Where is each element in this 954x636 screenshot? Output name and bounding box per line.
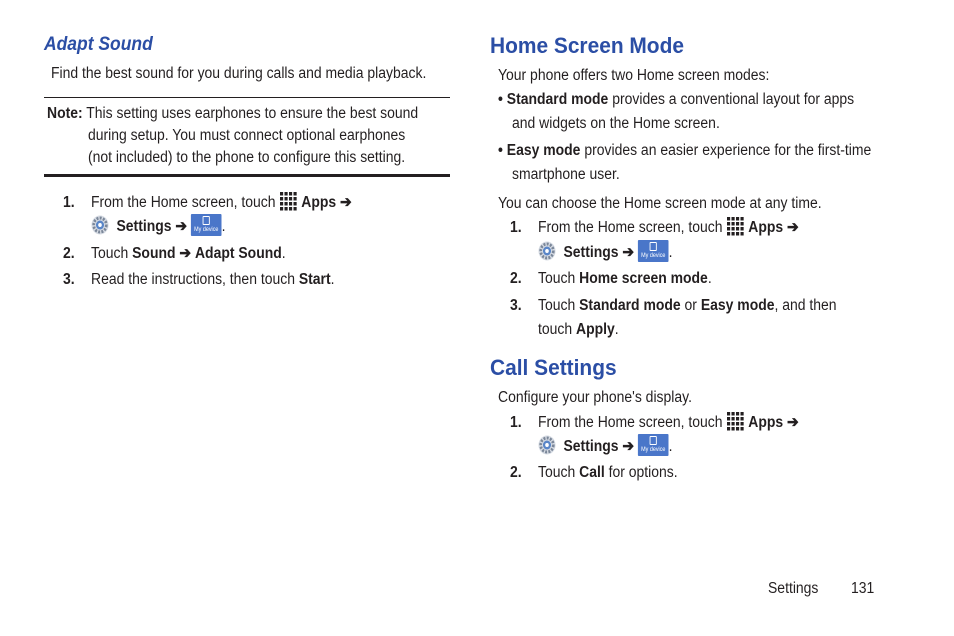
period: . <box>281 245 286 262</box>
left-step-1-number: 1. <box>63 194 75 211</box>
call-label: Call <box>579 464 605 481</box>
period: . <box>330 271 335 288</box>
home-screen-mode-intro: Your phone offers two Home screen modes: <box>498 67 770 84</box>
settings-label: Settings <box>563 244 619 262</box>
home-step-1-line-2 <box>538 242 672 264</box>
call-settings-intro: Configure your phone's display. <box>498 389 692 406</box>
step-text: Touch <box>538 464 576 481</box>
step-text: Read the instructions, then touch <box>91 271 295 288</box>
home-step-2-number: 2. <box>510 270 522 287</box>
left-step-2-number: 2. <box>63 245 75 262</box>
call-step-1-number: 1. <box>510 414 522 431</box>
my-device-label: My device <box>194 227 219 233</box>
sound-label: Sound <box>132 245 176 262</box>
home-step-2-text <box>538 268 712 290</box>
settings-gear-icon <box>91 215 109 235</box>
left-step-1-line-2 <box>91 216 225 238</box>
arrow-glyph: ➔ <box>787 414 799 431</box>
arrow-glyph: ➔ <box>622 244 635 262</box>
step-text: for options. <box>608 464 678 481</box>
my-device-tab-icon <box>191 214 222 236</box>
standard-mode-label: Standard mode <box>579 297 681 314</box>
note-text-1: This setting uses earphones to ensure the best sound <box>86 105 419 122</box>
bullet-easy-mode-line-2: smartphone user. <box>512 166 620 183</box>
home-screen-mode-heading: Home Screen Mode <box>490 33 684 58</box>
left-step-1-line-1 <box>91 192 352 214</box>
settings-gear-icon <box>538 241 556 261</box>
apps-grid-icon <box>726 411 744 431</box>
standard-mode-label: Standard mode <box>506 91 609 108</box>
bullet-easy-mode-line-1 <box>498 140 871 162</box>
home-step-3-line-1 <box>538 295 837 317</box>
apply-label: Apply <box>576 321 615 338</box>
home-step-1-number: 1. <box>510 219 522 236</box>
apps-label: Apps <box>748 219 784 236</box>
period: . <box>668 244 673 262</box>
home-step-1-line-1 <box>538 217 799 239</box>
easy-mode-label: Easy mode <box>700 297 775 314</box>
arrow-glyph: ➔ <box>622 438 635 456</box>
my-device-label: My device <box>641 447 666 453</box>
call-step-1-line-2 <box>538 436 672 458</box>
call-settings-heading: Call Settings <box>490 355 617 380</box>
period: . <box>668 438 673 456</box>
home-step-3-number: 3. <box>510 297 522 314</box>
arrow-glyph: ➔ <box>175 218 188 236</box>
note-bottom-rule <box>44 174 450 177</box>
apps-grid-icon <box>279 191 297 211</box>
call-step-2-text <box>538 462 678 484</box>
adapt-sound-heading: Adapt Sound <box>44 34 153 55</box>
bullet-glyph: • <box>498 142 503 159</box>
period: . <box>221 218 226 236</box>
apps-label: Apps <box>301 194 337 211</box>
left-step-2-text <box>91 243 286 265</box>
period: . <box>614 321 619 338</box>
note-label: Note: <box>47 105 83 122</box>
arrow-glyph: ➔ <box>179 245 192 262</box>
bullet-standard-mode-line-1 <box>498 89 854 111</box>
footer-page-number: 131 <box>851 580 875 597</box>
call-step-2-number: 2. <box>510 464 522 481</box>
step-text: Touch <box>538 270 576 287</box>
start-label: Start <box>298 271 331 288</box>
left-step-1-text: From the Home screen, touch <box>91 194 276 211</box>
arrow-glyph: ➔ <box>787 219 799 236</box>
easy-mode-label: Easy mode <box>506 142 581 159</box>
bullet-text: provides an easier experience for the first-time <box>584 142 872 159</box>
adapt-sound-intro: Find the best sound for you during calls and media playback. <box>51 65 427 82</box>
period: . <box>707 270 712 287</box>
settings-label: Settings <box>563 438 619 456</box>
bullet-standard-mode-line-2: and widgets on the Home screen. <box>512 115 720 132</box>
footer-section-name: Settings <box>768 580 819 597</box>
step-text: touch <box>538 321 573 338</box>
change-mode-text: You can choose the Home screen mode at any time. <box>498 195 822 212</box>
my-device-label: My device <box>641 253 666 259</box>
my-device-tab-icon <box>638 240 669 262</box>
note-line-1 <box>47 103 418 125</box>
step-text: From the Home screen, touch <box>538 219 723 236</box>
call-step-1-line-1 <box>538 412 799 434</box>
left-step-3-text <box>91 269 335 291</box>
settings-label: Settings <box>116 218 172 236</box>
apps-grid-icon <box>726 216 744 236</box>
note-line-3: (not included) to the phone to configure this setting. <box>88 149 406 166</box>
left-step-3-number: 3. <box>63 271 75 288</box>
step-text: or <box>684 297 697 314</box>
step-text: Touch <box>538 297 576 314</box>
bullet-text: provides a conventional layout for apps <box>612 91 855 108</box>
my-device-tab-icon <box>638 434 669 456</box>
step-text: , and then <box>774 297 837 314</box>
note-line-2: during setup. You must connect optional earphones <box>88 127 406 144</box>
note-top-rule <box>44 97 450 98</box>
home-step-3-line-2 <box>538 319 619 341</box>
settings-gear-icon <box>538 435 556 455</box>
home-screen-mode-label: Home screen mode <box>579 270 708 287</box>
apps-label: Apps <box>748 414 784 431</box>
adapt-sound-label: Adapt Sound <box>194 245 282 262</box>
bullet-glyph: • <box>498 91 503 108</box>
step-text: Touch <box>91 245 129 262</box>
arrow-glyph: ➔ <box>340 194 352 211</box>
step-text: From the Home screen, touch <box>538 414 723 431</box>
